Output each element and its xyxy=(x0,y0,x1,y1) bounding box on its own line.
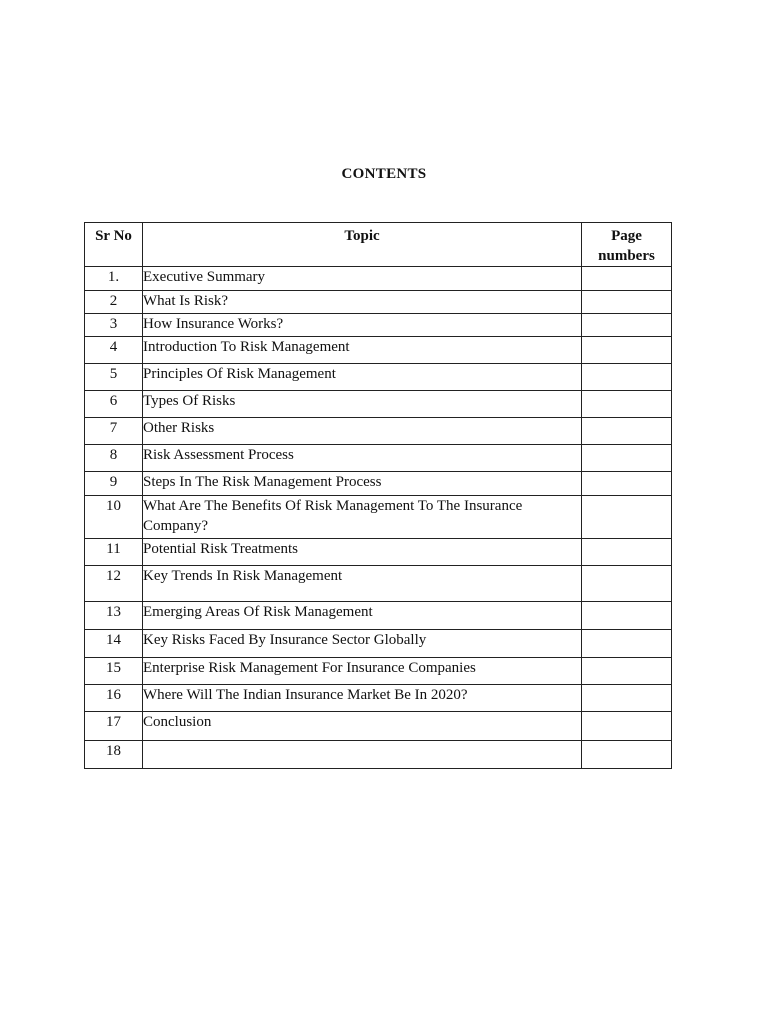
table-row xyxy=(85,314,672,337)
row-page-number xyxy=(582,418,672,445)
row-topic: Conclusion xyxy=(143,712,582,741)
row-topic: Principles Of Risk Management xyxy=(143,364,582,391)
row-sr-no: 13 xyxy=(85,602,143,630)
row-page-number xyxy=(582,496,672,539)
row-page-number xyxy=(582,658,672,685)
table-row xyxy=(85,472,672,496)
row-page-number xyxy=(582,391,672,418)
row-sr-no: 7 xyxy=(85,418,143,445)
contents-table xyxy=(84,222,672,769)
row-topic: What Is Risk? xyxy=(143,291,582,314)
row-sr-no: 6 xyxy=(85,391,143,418)
table-row xyxy=(85,685,672,712)
table-row xyxy=(85,291,672,314)
row-topic: What Are The Benefits Of Risk Management To The Insurance Company? xyxy=(143,496,582,539)
row-sr-no: 12 xyxy=(85,566,143,602)
table-row xyxy=(85,658,672,685)
row-sr-no: 8 xyxy=(85,445,143,472)
table-row xyxy=(85,741,672,769)
row-topic xyxy=(143,741,582,769)
row-page-number xyxy=(582,364,672,391)
header-page-numbers: Page numbers xyxy=(582,223,672,267)
row-page-number xyxy=(582,472,672,496)
row-page-number xyxy=(582,267,672,291)
page-title: CONTENTS xyxy=(341,166,427,182)
row-page-number xyxy=(582,685,672,712)
row-sr-no: 16 xyxy=(85,685,143,712)
table-row xyxy=(85,630,672,658)
row-sr-no: 17 xyxy=(85,712,143,741)
row-page-number xyxy=(582,602,672,630)
row-sr-no: 3 xyxy=(85,314,143,337)
row-sr-no: 1. xyxy=(85,267,143,291)
row-topic: Enterprise Risk Management For Insurance Companies xyxy=(143,658,582,685)
row-sr-no: 14 xyxy=(85,630,143,658)
table-row xyxy=(85,391,672,418)
table-row xyxy=(85,539,672,566)
table-row xyxy=(85,418,672,445)
row-topic: Potential Risk Treatments xyxy=(143,539,582,566)
row-sr-no: 5 xyxy=(85,364,143,391)
table-row xyxy=(85,496,672,539)
row-page-number xyxy=(582,539,672,566)
row-topic: Other Risks xyxy=(143,418,582,445)
header-sr-no: Sr No xyxy=(85,223,143,267)
row-topic: Types Of Risks xyxy=(143,391,582,418)
row-page-number xyxy=(582,741,672,769)
row-sr-no: 18 xyxy=(85,741,143,769)
row-topic: Key Trends In Risk Management xyxy=(143,566,582,602)
row-page-number xyxy=(582,314,672,337)
row-page-number xyxy=(582,445,672,472)
table-header-row xyxy=(85,223,672,267)
table-row xyxy=(85,602,672,630)
row-topic: Executive Summary xyxy=(143,267,582,291)
row-topic: Introduction To Risk Management xyxy=(143,337,582,364)
row-page-number xyxy=(582,630,672,658)
row-sr-no: 2 xyxy=(85,291,143,314)
row-topic: Key Risks Faced By Insurance Sector Globally xyxy=(143,630,582,658)
table-row xyxy=(85,712,672,741)
header-topic: Topic xyxy=(143,223,582,267)
row-page-number xyxy=(582,566,672,602)
row-sr-no: 4 xyxy=(85,337,143,364)
row-topic: How Insurance Works? xyxy=(143,314,582,337)
row-sr-no: 15 xyxy=(85,658,143,685)
table-body xyxy=(85,267,672,769)
row-sr-no: 9 xyxy=(85,472,143,496)
row-topic: Emerging Areas Of Risk Management xyxy=(143,602,582,630)
table-row xyxy=(85,364,672,391)
table-row xyxy=(85,566,672,602)
row-topic: Risk Assessment Process xyxy=(143,445,582,472)
table-row xyxy=(85,337,672,364)
row-sr-no: 11 xyxy=(85,539,143,566)
row-page-number xyxy=(582,291,672,314)
table-row xyxy=(85,267,672,291)
row-page-number xyxy=(582,337,672,364)
row-topic: Where Will The Indian Insurance Market Be In 2020? xyxy=(143,685,582,712)
row-page-number xyxy=(582,712,672,741)
table-row xyxy=(85,445,672,472)
row-sr-no: 10 xyxy=(85,496,143,539)
row-topic: Steps In The Risk Management Process xyxy=(143,472,582,496)
